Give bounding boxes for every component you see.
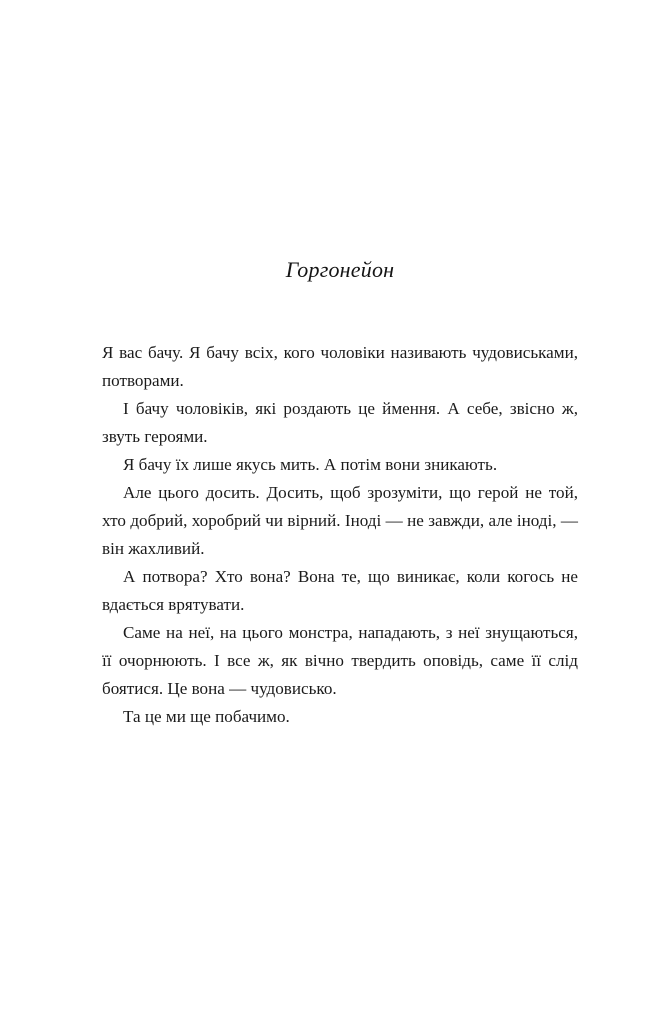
page-text-block <box>102 0 578 731</box>
paragraph: І бачу чоловіків, які роздають це ймення. А себе, звісно ж, звуть героями. <box>102 399 578 446</box>
body-copy <box>102 284 578 731</box>
paragraph: Я бачу їх лише якусь мить. А потім вони зникають. <box>123 455 498 474</box>
paragraph: Але цього досить. Досить, щоб зрозуміти, що герой не той, хто добрий, хоробрий чи вірний. Іноді — не завжди, але іноді, — він жахливий. <box>102 483 578 558</box>
paragraph: А потвора? Хто вона? Вона те, що виникає, коли когось не вдається врятувати. <box>102 567 578 614</box>
paragraph: Саме на неї, на цього монстра, нападають, з неї знущаються, її очорнюють. І все ж, як вічно твердить оповідь, саме її слід боятися. Це вона — чудовисько. <box>102 623 578 698</box>
paragraph: Та це ми ще побачимо. <box>123 707 290 726</box>
chapter-title: Горгонейон <box>285 257 395 282</box>
paragraph: Я вас бачу. Я бачу всіх, кого чоловіки називають чудовиськами, потворами. <box>102 343 578 390</box>
